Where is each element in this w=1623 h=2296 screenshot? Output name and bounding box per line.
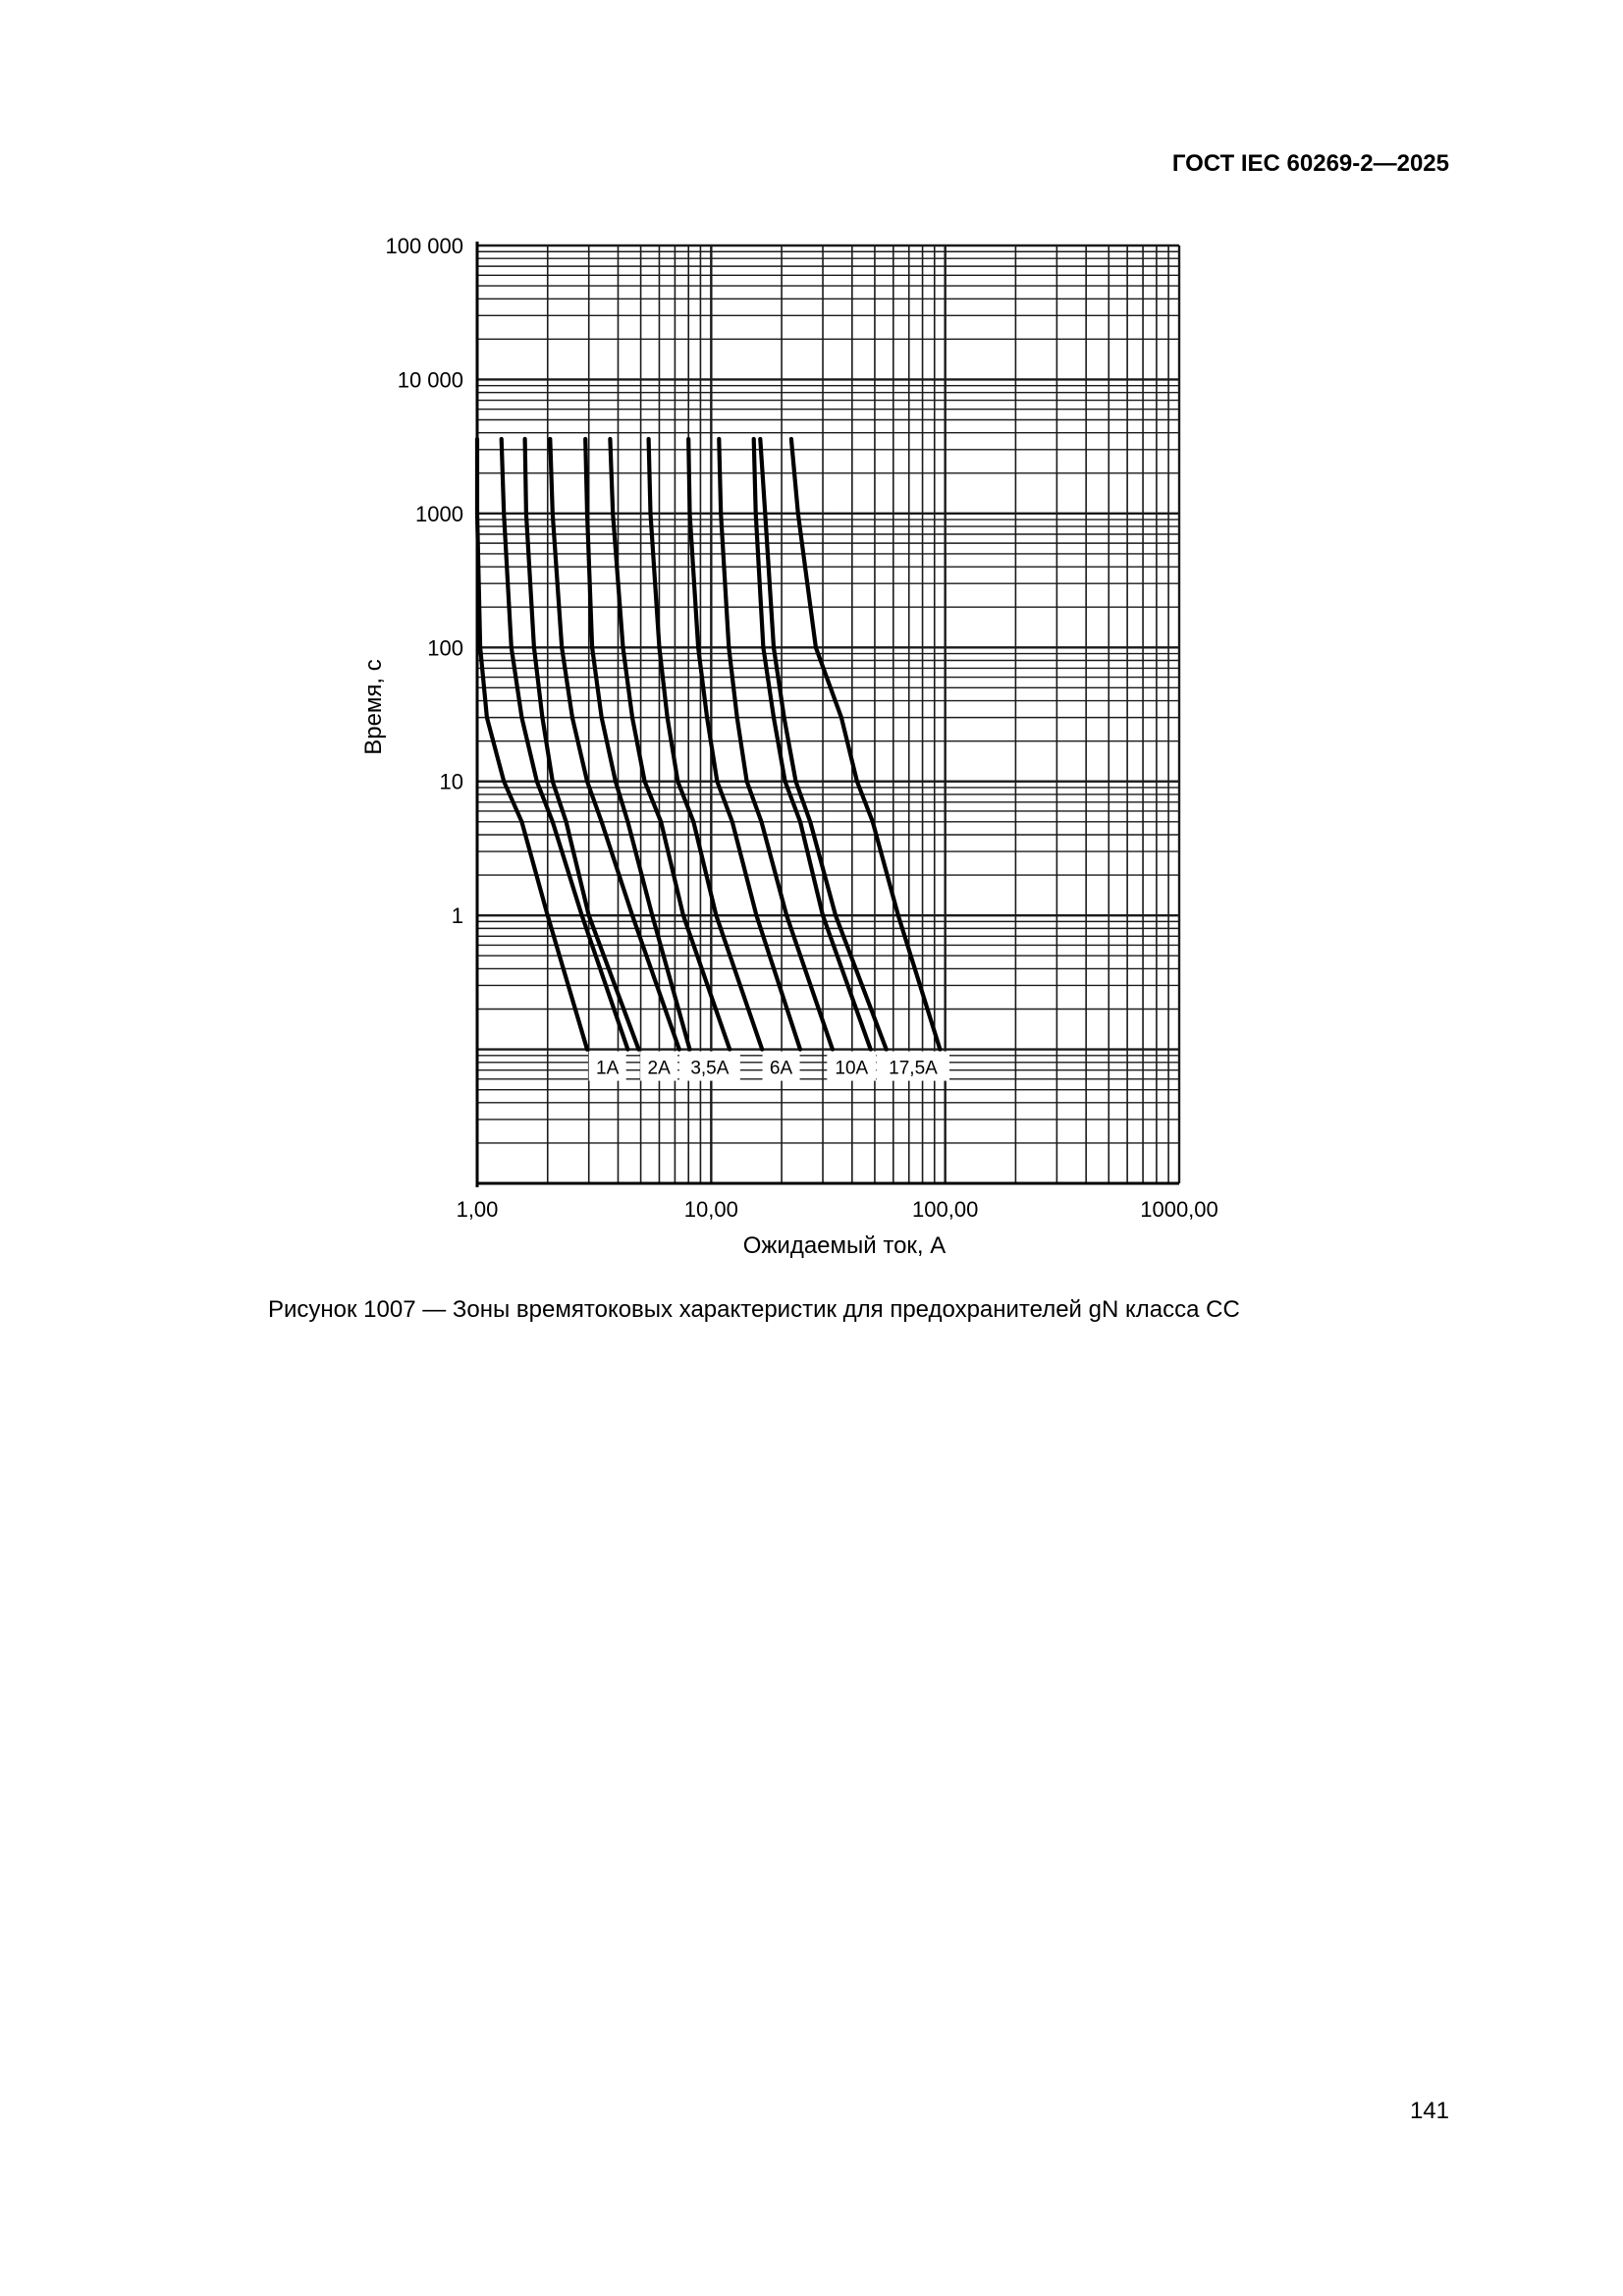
rating-label: 6A (769, 1058, 793, 1079)
rating-label: 2A (647, 1058, 671, 1079)
y-tick-label: 100 (427, 635, 463, 661)
chart-labels (385, 234, 1217, 1222)
rating-label: 3,5A (690, 1058, 730, 1079)
chart-grid (477, 242, 1179, 1187)
x-axis-title: Ожидаемый ток, А (742, 1232, 947, 1259)
y-tick-label: 1 (451, 903, 463, 929)
x-tick-label: 1,00 (456, 1197, 499, 1222)
curve-10A (719, 439, 833, 1050)
curve-1A (477, 439, 587, 1050)
y-tick-label: 10 000 (397, 367, 463, 393)
rating-label: 10A (835, 1058, 869, 1079)
curve-2A (525, 439, 639, 1050)
curve-17-5A (791, 439, 941, 1050)
y-tick-label: 1000 (415, 501, 463, 526)
y-axis-title: Время, с (360, 659, 387, 755)
y-tick-label: 10 (439, 769, 463, 794)
curve-6A (688, 439, 800, 1050)
x-tick-label: 10,00 (683, 1197, 738, 1222)
rating-label: 1A (596, 1058, 620, 1079)
x-tick-label: 100,00 (912, 1197, 979, 1222)
rating-label: 17,5A (889, 1058, 938, 1079)
y-tick-label: 100 000 (385, 234, 463, 258)
figure-caption: Рисунок 1007 — Зоны времятоковых характеристик для предохранителей gN класса СС (268, 1296, 1240, 1323)
chart-curves (477, 439, 940, 1050)
document-code: ГОСТ IEC 60269-2—2025 (1171, 150, 1449, 177)
page-number: 141 (1409, 2098, 1449, 2124)
x-tick-label: 1000,00 (1140, 1197, 1218, 1222)
